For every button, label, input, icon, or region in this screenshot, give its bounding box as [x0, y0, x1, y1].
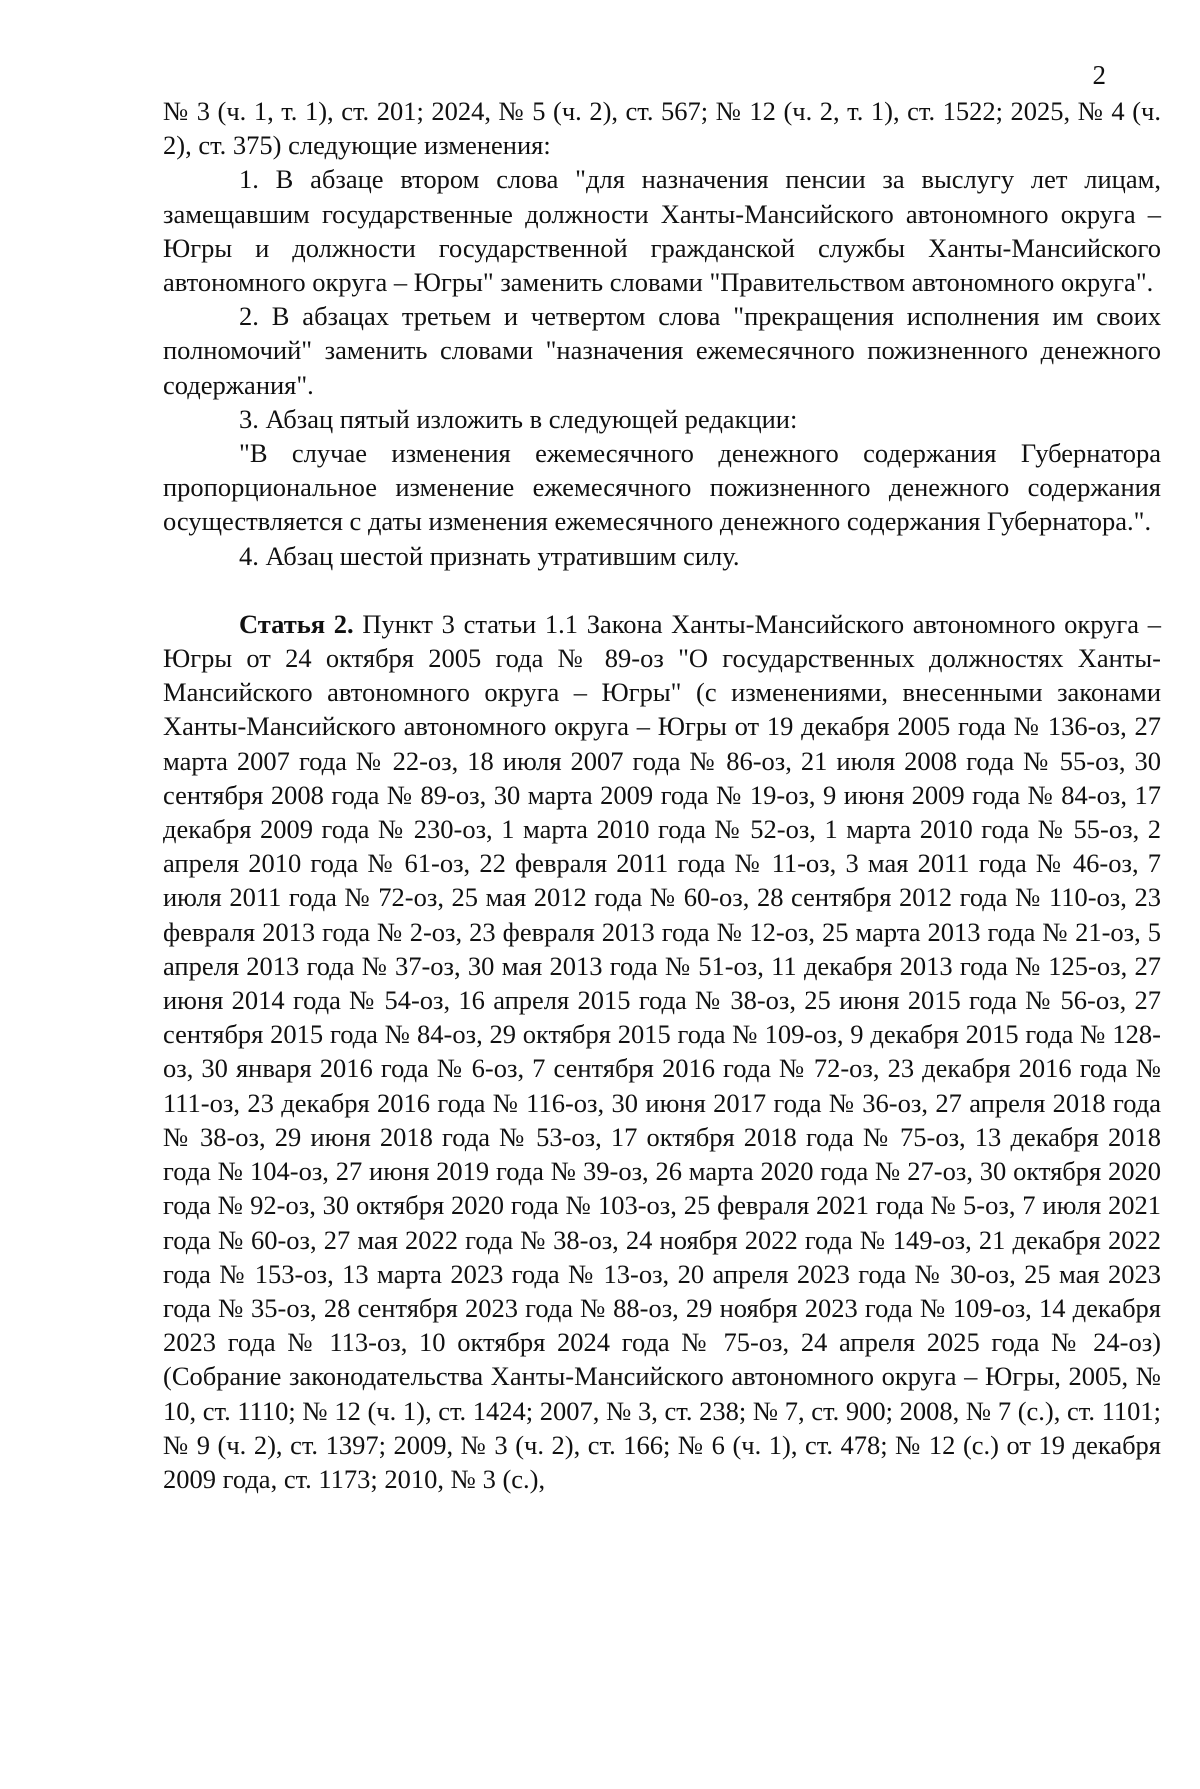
- amendment-item-3: 3. Абзац пятый изложить в следующей редакции:: [239, 403, 798, 434]
- amendment-quote: "В случае изменения ежемесячного денежного содержания Губернатора пропорциональное изменение ежемесячного пожизненного денежного содержания осуществляется с даты изменения ежемесячного денежного содержания Губернатора.".: [163, 438, 1161, 537]
- amendment-item-4: 4. Абзац шестой признать утратившим силу.: [239, 540, 740, 571]
- article-2-label: Статья 2.: [239, 608, 354, 639]
- paragraph-continuation: № 3 (ч. 1, т. 1), ст. 201; 2024, № 5 (ч. 2), ст. 567; № 12 (ч. 2, т. 1), ст. 1522; 2025, № 4 (ч. 2), ст. 375) следующие изменения:: [163, 96, 1161, 161]
- amendment-item-1: 1. В абзаце втором слова "для назначения пенсии за выслугу лет лицам, замещавшим государственные должности Ханты-Мансийского автономного округа – Югры и должности государственной гражданской службы Ханты-Мансийского автономного округа – Югры" заменить словами "Правительством автономного округа".: [163, 164, 1161, 298]
- article-2-paragraph: [163, 607, 1161, 1496]
- article-2-text: Пункт 3 статьи 1.1 Закона Ханты-Мансийского автономного округа – Югры от 24 октября 2005 года № 89-оз "О государственных должностях Ханты-Мансийского автономного округа – Югры" (с изменениями, внесенными законами Ханты-Мансийского автономного округа – Югры от 19 декабря 2005 года № 136-оз, 27 марта 2007 года № 22-оз, 18 июля 2007 года № 86-оз, 21 июля 2008 года № 55-оз, 30 сентября 2008 года № 89-оз, 30 марта 2009 года № 19-оз, 9 июня 2009 года № 84-оз, 17 декабря 2009 года № 230-оз, 1 марта 2010 года № 52-оз, 1 марта 2010 года № 55-оз, 2 апреля 2010 года № 61-оз, 22 февраля 2011 года № 11-оз, 3 мая 2011 года № 46-оз, 7 июля 2011 года № 72-оз, 25 мая 2012 года № 60-оз, 28 сентября 2012 года № 110-оз, 23 февраля 2013 года № 2-оз, 23 февраля 2013 года № 12-оз, 25 марта 2013 года № 21-оз, 5 апреля 2013 года № 37-оз, 30 мая 2013 года № 51-оз, 11 декабря 2013 года № 125-оз, 27 июня 2014 года № 54-оз, 16 апреля 2015 года № 38-оз, 25 июня 2015 года № 56-оз, 27 сентября 2015 года № 84-оз, 29 октября 2015 года № 109-оз, 9 декабря 2015 года № 128-оз, 30 января 2016 года № 6-оз, 7 сентября 2016 года № 72-оз, 23 декабря 2016 года № 111-оз, 23 декабря 2016 года № 116-оз, 30 июня 2017 года № 36-оз, 27 апреля 2018 года № 38-оз, 29 июня 2018 года № 53-оз, 17 октября 2018 года № 75-оз, 13 декабря 2018 года № 104-оз, 27 июня 2019 года № 39-оз, 26 марта 2020 года № 27-оз, 30 октября 2020 года № 92-оз, 30 октября 2020 года № 103-оз, 25 февраля 2021 года № 5-оз, 7 июля 2021 года № 60-оз, 27 мая 2022 года № 38-оз, 24 ноября 2022 года № 149-оз, 21 декабря 2022 года № 153-оз, 13 марта 2023 года № 13-оз, 20 апреля 2023 года № 30-оз, 25 мая 2023 года № 35-оз, 28 сентября 2023 года № 88-оз, 29 ноября 2023 года № 109-оз, 14 декабря 2023 года № 113-оз, 10 октября 2024 года № 75-оз, 24 апреля 2025 года № 24-оз) (Собрание законодательства Ханты-Мансийского автономного округа – Югры, 2005, № 10, ст. 1110; № 12 (ч. 1), ст. 1424; 2007, № 3, ст. 238; № 7, ст. 900; 2008, № 7 (с.), ст. 1101; № 9 (ч. 2), ст. 1397; 2009, № 3 (ч. 2), ст. 166; № 6 (ч. 1), ст. 478; № 12 (с.) от 19 декабря 2009 года, ст. 1173; 2010, № 3 (с.),: [163, 608, 1161, 1494]
- document-body: [163, 94, 1161, 1496]
- amendment-item-2: 2. В абзацах третьем и четвертом слова "прекращения исполнения им своих полномочий" заменить словами "назначения ежемесячного пожизненного денежного содержания".: [163, 301, 1161, 400]
- page-number: 2: [1092, 60, 1106, 90]
